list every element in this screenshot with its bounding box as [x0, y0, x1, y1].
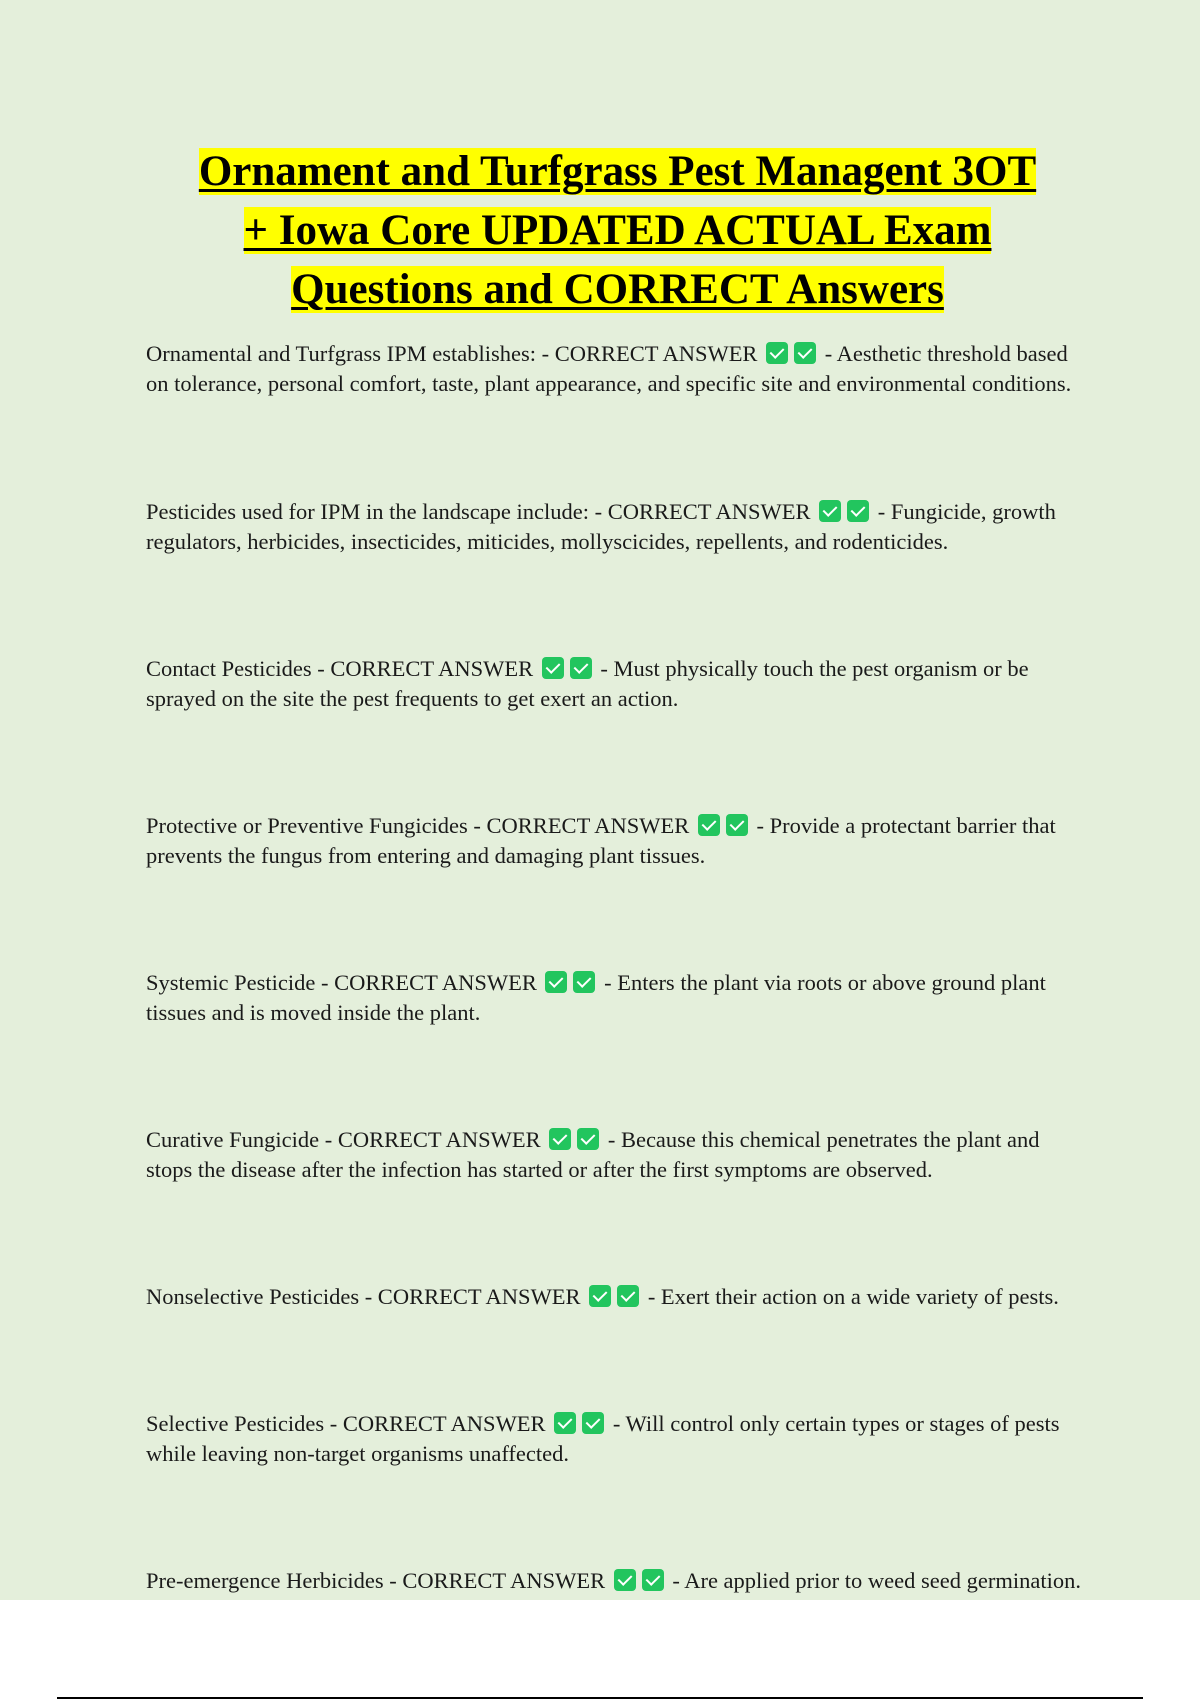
qa-answer: - Fungicide, growth regulators, herbicides, insecticides, miticides, mollyscicides, repellents, and rodenticides.	[146, 499, 1056, 554]
check-mark-icon	[794, 342, 816, 364]
qa-answer: - Because this chemical penetrates the plant and stops the disease after the infection has started or after the first symptoms are observed.	[146, 1127, 1040, 1182]
document-body	[146, 142, 1089, 1693]
qa-question: Selective Pesticides - CORRECT ANSWER	[146, 1411, 546, 1436]
check-mark-icon	[542, 657, 564, 679]
qa-answer: - Must physically touch the pest organism or be sprayed on the site the pest frequents to get exert an action.	[146, 656, 1029, 711]
check-mark-icon	[819, 500, 841, 522]
qa-item	[146, 1566, 1089, 1596]
qa-answer: - Provide a protectant barrier that prevents the fungus from entering and damaging plant tissues.	[146, 813, 1056, 868]
title-line-2: + Iowa Core UPDATED ACTUAL Exam	[243, 207, 992, 254]
qa-question: Contact Pesticides - CORRECT ANSWER	[146, 656, 534, 681]
qa-question: Pre-emergence Herbicides - CORRECT ANSWER	[146, 1568, 606, 1593]
check-mark-icon	[549, 1128, 571, 1150]
qa-answer: - Exert their action on a wide variety of pests.	[647, 1284, 1059, 1309]
qa-item	[146, 1409, 1089, 1469]
qa-item	[146, 811, 1089, 871]
qa-question: Ornamental and Turfgrass IPM establishes: - CORRECT ANSWER	[146, 341, 758, 366]
check-mark-icon	[766, 342, 788, 364]
qa-list	[146, 339, 1089, 1596]
check-mark-icon	[545, 971, 567, 993]
check-mark-icon	[577, 1128, 599, 1150]
qa-answer: - Will control only certain types or stages of pests while leaving non-target organisms unaffected.	[146, 1411, 1060, 1466]
check-mark-icon	[642, 1569, 664, 1591]
qa-item	[146, 339, 1089, 399]
check-mark-icon	[726, 814, 748, 836]
title-line-3: Questions and CORRECT Answers	[291, 266, 944, 313]
qa-question: Pesticides used for IPM in the landscape include: - CORRECT ANSWER	[146, 499, 811, 524]
qa-question: Curative Fungicide - CORRECT ANSWER	[146, 1127, 541, 1152]
title-line-1: Ornament and Turfgrass Pest Managent 3OT	[198, 148, 1037, 195]
check-mark-icon	[847, 500, 869, 522]
qa-question: Protective or Preventive Fungicides - CORRECT ANSWER	[146, 813, 690, 838]
check-mark-icon	[614, 1569, 636, 1591]
check-mark-icon	[554, 1412, 576, 1434]
check-mark-icon	[570, 657, 592, 679]
qa-item	[146, 1282, 1089, 1312]
qa-answer: - Aesthetic threshold based on tolerance, personal comfort, taste, plant appearance, and specific site and environmental conditions.	[146, 341, 1072, 396]
qa-item	[146, 497, 1089, 557]
check-mark-icon	[582, 1412, 604, 1434]
qa-question: Systemic Pesticide - CORRECT ANSWER	[146, 970, 537, 995]
qa-item	[146, 1125, 1089, 1185]
qa-answer: - Enters the plant via roots or above ground plant tissues and is moved inside the plant.	[146, 970, 1046, 1025]
check-mark-icon	[589, 1285, 611, 1307]
check-mark-icon	[573, 971, 595, 993]
qa-item	[146, 654, 1089, 714]
check-mark-icon	[617, 1285, 639, 1307]
footer-divider	[57, 1697, 1143, 1699]
qa-item	[146, 968, 1089, 1028]
document-title	[146, 142, 1089, 319]
qa-question: Nonselective Pesticides - CORRECT ANSWER	[146, 1284, 581, 1309]
check-mark-icon	[698, 814, 720, 836]
qa-answer: - Are applied prior to weed seed germination.	[672, 1568, 1081, 1593]
